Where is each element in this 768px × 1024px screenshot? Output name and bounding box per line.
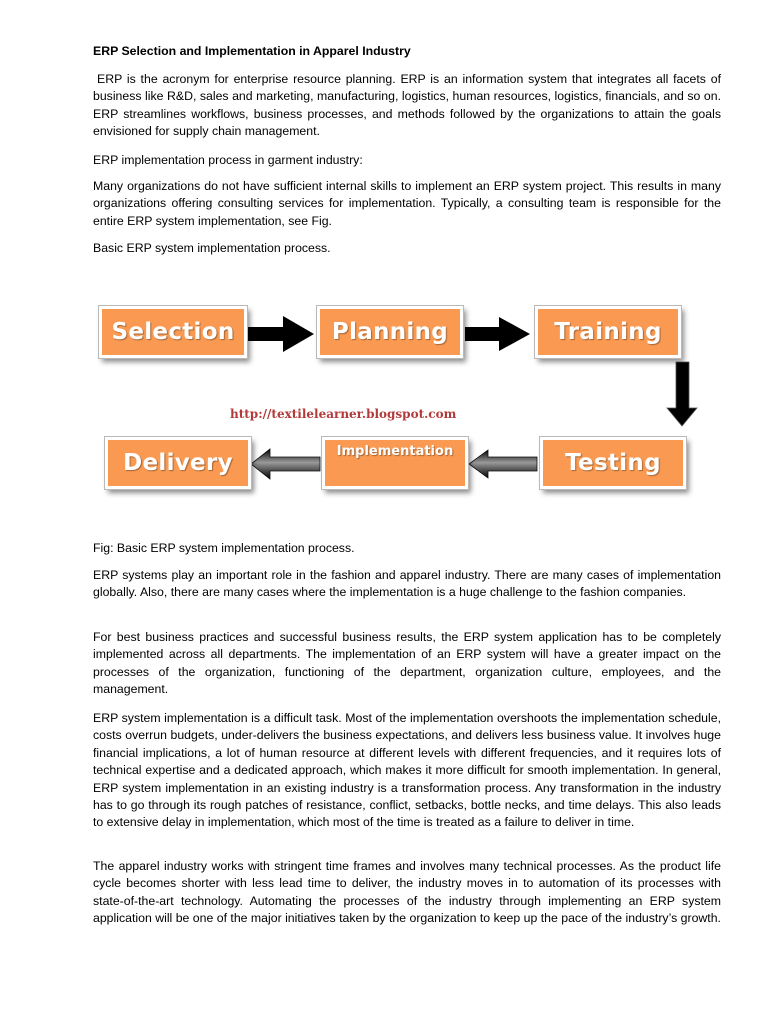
figure-caption: Fig: Basic ERP system implementation process. — [93, 541, 355, 555]
step-planning-box: Planning — [317, 306, 463, 358]
difficulty-paragraph: ERP system implementation is a difficult task. Most of the implementation overshoots the implementation schedule, costs overrun budgets, under-delivers the business expectations, and delivers less business value. It involves huge financial implications, a lot of human resource at different levels with different frequencies, and it requires lots of technical expertise and a dedicated approach, which makes it more difficult for smooth implementation. In general, ERP system implementation in an existing industry is a transformation process. Any transformation in the industry has to go through its rough patches of resistance, conflict, setbacks, bottle necks, and time delays. This also leads to extensive delay in implementation, which most of the time is treated as a failure to deliver in time. — [93, 711, 721, 830]
fashion-paragraph: ERP systems play an important role in the fashion and apparel industry. There are many cases of implementation globally. Also, there are many cases where the implementation is a huge challenge to the fashion companies. — [93, 568, 721, 600]
step-testing-box: Testing — [540, 437, 686, 489]
arrow-left-icon — [251, 449, 320, 479]
arrow-right-icon — [248, 316, 314, 352]
intro-paragraph: ERP is the acronym for enterprise resource planning. ERP is an information system that integrates all facets of business like R&D, sales and marketing, manufacturing, logistics, human resources, logistics, financials, and so on. ERP streamlines workflows, business processes, and methods followed by the organizations to attain the goals envisioned for supply chain management. — [93, 72, 721, 139]
watermark-link[interactable]: http://textilelearner.blogspot.com — [230, 407, 457, 421]
consulting-paragraph: Many organizations do not have sufficient internal skills to implement an ERP system project. This results in many organizations offering consulting services for implementation. Typically, a consulting team is responsible for the entire ERP system implementation, see Fig. — [93, 179, 721, 228]
apparel-paragraph: The apparel industry works with stringent time frames and involves many technical processes. As the product life cycle becomes shorter with less lead time to deliver, the industry moves in to automation of its processes with state-of-the-art technology. Automating the processes of the industry through implementing an ERP system application will be one of the major initiatives taken by the organization to keep up the pace of the industry’s growth. — [93, 859, 721, 926]
diagram-intro-caption: Basic ERP system implementation process. — [93, 241, 331, 255]
section-heading: ERP implementation process in garment industry: — [93, 153, 363, 167]
document-title: ERP Selection and Implementation in Apparel Industry — [93, 44, 411, 58]
arrow-right-icon — [465, 317, 530, 351]
arrow-down-icon — [667, 362, 697, 426]
arrow-left-icon — [469, 450, 537, 478]
step-training-box: Training — [535, 306, 681, 358]
step-delivery-box: Delivery — [105, 437, 251, 489]
best-practices-paragraph: For best business practices and successful business results, the ERP system application has to be completely implemented across all departments. The implementation of an ERP system will have a greater impact on the processes of the organization, functioning of the department, organization culture, employees, and the management. — [93, 630, 721, 697]
step-selection-box: Selection — [99, 306, 247, 358]
step-implementation-box: Implementation — [322, 437, 468, 489]
